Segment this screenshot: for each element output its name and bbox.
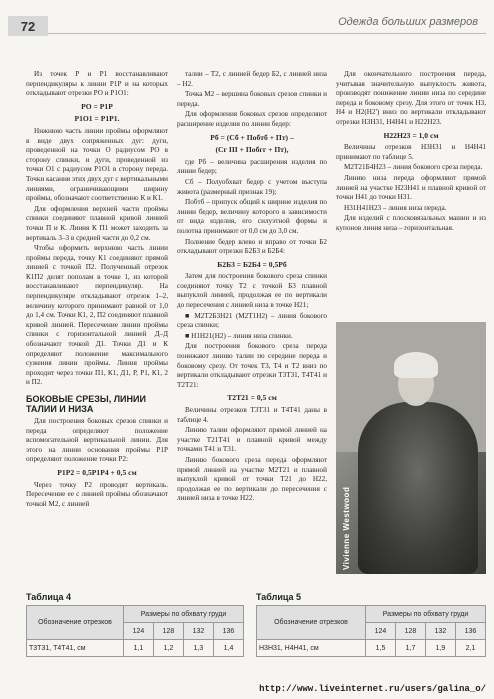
text-column-right <box>336 70 486 235</box>
table-cell: 1,7 <box>395 640 425 657</box>
formula: Б2Б3 = Б2Б4 = 0,5Рб <box>217 259 287 269</box>
table4 <box>26 605 244 657</box>
table-cell: Н3Н31, Н4Н41, см <box>257 640 366 657</box>
paragraph: ■ М2Т2Б3Н21 (М2Т1Н2) – линия бокового среза спинки; <box>177 311 327 330</box>
photo-watermark: Vivienne Westwood <box>342 486 351 570</box>
paragraph: Н31Н41Н23 – линия низа переда. <box>344 203 447 212</box>
source-url: http://www.liveinternet.ru/users/galina_o/ <box>259 684 486 694</box>
paragraph: Точка М2 – вершина боковых срезов спинки и переда. <box>177 90 327 108</box>
paragraph: Чтобы оформить верхнюю часть линии проймы переда, точку К1 соединяют прямой линией с точкой П2. Полученный отрезок К1П2 делят пополам в точке 1, из которой восстанавливают перпендикуляр. На перпендикуляре откладывают отрезок 1–2, величину которого принимают равной от 1,0 до 1,4 см. Точки К1, 2, П2 соединяют плавной кривой линией. Пересечение линии проймы спинки с горизонтальной линией Д–Д обозначают точкой Д1. Точки Д1 и К определяют положение максимального сужения линии проймы. Линия проймы проходит через точки П1, К1, Д1, Р, Р1, К1, 2 и П2. <box>26 244 168 387</box>
photo-hair <box>394 352 438 378</box>
formula: Н22Н23 = 1,0 см <box>383 130 439 140</box>
formula: РО = Р1Р <box>81 101 113 111</box>
paragraph: Побтб – припуск общий к ширине изделия по линии бедер, величину которого в зависимости от вида изделия, его силуэтной формы и полотна принимают от 0,0 см до 3,0 см. <box>177 198 327 235</box>
formula: (Сг III + Побгг + Пт), <box>215 145 289 155</box>
paragraph: Величины отрезков Т3Т31 и Т4Т41 даны в таблице 4. <box>177 406 327 424</box>
paragraph: где Рб – величина расширения изделия по линии бедер; <box>177 157 327 176</box>
table-header-cell: Обозначение отрезков <box>257 606 366 640</box>
paragraph: Для построения бокового среза переда понижают линию талии по середине переда и боковому срезу. От точек Т3, Т4 и Т2 вниз по вертикали откладывают отрезки Т3Т31, Т4Т41 и Т2Т21: <box>177 342 327 389</box>
paragraph: Для оформления боковых срезов определяют расширение изделия по линии бедер: <box>177 110 327 128</box>
table-size-cell: 136 <box>213 623 243 640</box>
table-size-cell: 124 <box>366 623 396 640</box>
table-size-cell: 132 <box>425 623 455 640</box>
paragraph: Затем для построения бокового среза спинки соединяют точку Т2 с точкой Б3 плавной выпуклой линией, продолжая ее по вертикали до пересечения с линией низа в точке Н21; <box>177 272 327 310</box>
paragraph: Из точек Р и Р1 восстанавливают перпендикуляры к линии Р1Р и на которых откладывают отрезки РО и Р1О1: <box>26 70 168 98</box>
paragraph: Для изделий с плосковязальных машин и из купонов линия низа – горизонтальная. <box>336 214 486 232</box>
table-row <box>27 640 244 657</box>
formula: Р1О1 = Р1Р1. <box>74 114 120 124</box>
table5-title: Таблица 5 <box>256 592 302 602</box>
table-cell: 1,3 <box>183 640 213 657</box>
formula: Р1Р2 = 0,5Р1Р4 + 0,5 см <box>57 467 137 477</box>
table-size-cell: 124 <box>124 623 154 640</box>
table-header-cell: Размеры по обхвату груди <box>124 606 244 623</box>
table-cell: 1,2 <box>153 640 183 657</box>
paragraph: Через точку Р2 проводят вертикаль. Пересечение ее с линией проймы обозначают точкой М2, с линией <box>26 480 168 508</box>
table-header-cell: Размеры по обхвату груди <box>366 606 486 623</box>
paragraph: Линию низа переда оформляют прямой линией на участке Н23Н41 и плавной кривой от точки Н41 до точки Н31. <box>336 173 486 202</box>
page-number: 72 <box>8 16 48 36</box>
table-header-cell: Обозначение отрезков <box>27 606 124 640</box>
paragraph: Линию бокового среза переда оформляют прямой линией на участке М2Т21 и плавной выпуклой кривой от точки Т21 до Н22, продолжая ее по вертикали до пересечения с линией низа в точке Н22. <box>177 455 327 503</box>
page-header <box>0 0 494 36</box>
paragraph: ■ Н1Н21(Н2) – линия низа спинки. <box>185 331 293 340</box>
table-size-cell: 136 <box>455 623 485 640</box>
running-title: Одежда больших размеров <box>338 16 478 28</box>
paragraph: талии – Т2, с линией бедер Б2, с линией низа – Н2. <box>177 70 327 88</box>
paragraph: Полнение бедер влево и вправо от точки Б2 откладывают отрезки Б2Б3 и Б2Б4: <box>177 237 327 256</box>
table-cell: Т3Т31, Т4Т41, см <box>27 640 124 657</box>
table-size-cell: 132 <box>183 623 213 640</box>
paragraph: Величины отрезков Н3Н31 и Н4Н41 принимают по таблице 5. <box>336 143 486 161</box>
paragraph: М2Т21Б4Н23 – линия бокового среза переда. <box>344 163 483 172</box>
formula: Рб = (Сб + Побтб + Пт) – <box>210 132 294 142</box>
paragraph: Линию талии оформляют прямой линией на участке Т21Т41 и плавной кривой между точками Т41 и Т31. <box>177 426 327 454</box>
table-cell: 1,9 <box>425 640 455 657</box>
photo-figure <box>358 402 478 574</box>
paragraph: Для окончательного построения переда, учитывая значительную выпуклость живота, производят понижение линии низа по середине переда и боковому срезу. Для этого от точек Н3, Н4 и Н2(Н2') вниз по вертикали откладывают отрезки Н3Н31, Н4Н41 и Н22Н23. <box>336 70 486 126</box>
table-cell: 1,1 <box>124 640 154 657</box>
table-cell: 2,1 <box>455 640 485 657</box>
paragraph: Для построения боковых срезов спинки и переда определяют положение вспомогательной вертикальной линии. Для этого на линии основания проймы Р1Р определяют положение точки Р2: <box>26 417 168 464</box>
paragraph: Нижнюю часть линии проймы оформляют в виде двух сопряженных дуг: дуги, проведенной на точки О радиусом РО в сторону спинки, и дуги, проведенной из точки О1 с радиусом Р1О1 в сторону переда. Точки касания этих двух дуг с вертикальными линиями, ограничивающими ширину проймы, обозначают соответственно К и К1. <box>26 126 168 203</box>
table-size-cell: 128 <box>153 623 183 640</box>
text-column-middle <box>177 70 327 505</box>
table-cell: 1,4 <box>213 640 243 657</box>
text-column-left <box>26 70 168 510</box>
header-rule <box>48 33 486 34</box>
table-size-cell: 128 <box>395 623 425 640</box>
table-row <box>257 640 486 657</box>
table4-title: Таблица 4 <box>26 592 72 602</box>
table5 <box>256 605 486 657</box>
section-heading: БОКОВЫЕ СРЕЗЫ, ЛИНИИ ТАЛИИ И НИЗА <box>26 394 146 414</box>
paragraph: Для оформления верхней части проймы спинки соединяют плавной кривой линией точки П и К. Линия К П1 может заходить за вертикаль 3–3 в средней части до 0,2 см. <box>26 204 168 242</box>
paragraph: Сб – Полуобхват бедер с учетом выступа живота (размерный признак 19); <box>177 177 327 196</box>
fashion-photo <box>336 322 486 574</box>
formula: Т2Т21 = 0,5 см <box>227 393 277 403</box>
table-cell: 1,5 <box>366 640 396 657</box>
